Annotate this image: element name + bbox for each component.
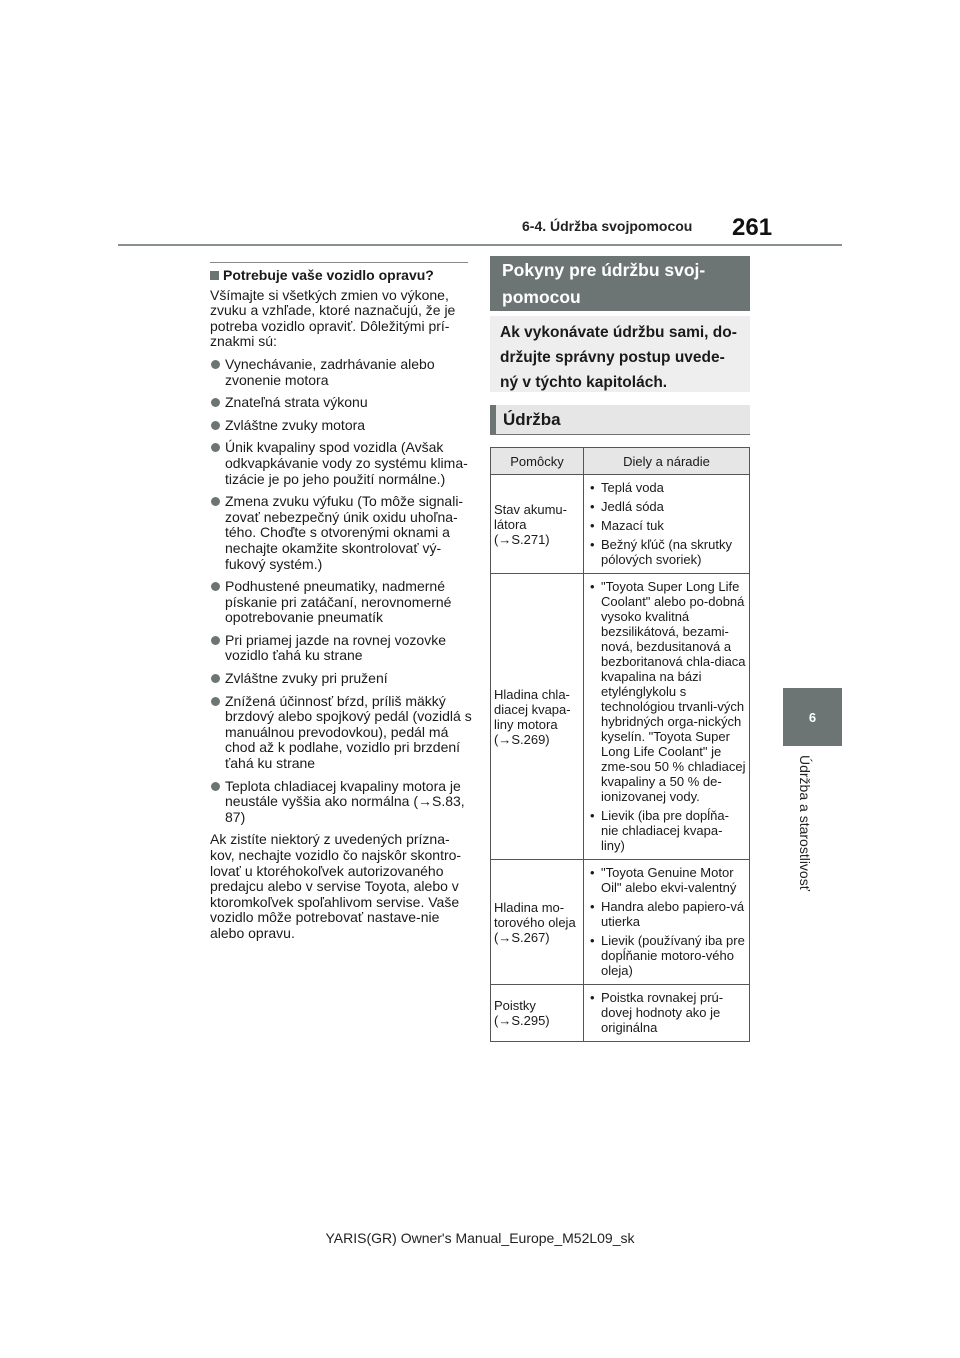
chapter-tab[interactable]: [783, 688, 842, 746]
round-bullet-icon: [211, 360, 220, 369]
cell-text: Poistky (→S.295): [494, 998, 550, 1028]
list-item-text: Zvláštne zvuky pri pružení: [225, 670, 388, 687]
maintenance-note: Ak vykonávate údržbu sami, do-držujte správny postup uvede-ný v týchto kapitolách.: [490, 316, 750, 392]
round-bullet-icon: [211, 443, 220, 452]
list-item: [210, 694, 472, 772]
round-bullet-icon: [211, 398, 220, 407]
chapter-number: 6: [808, 709, 817, 725]
list-item: [210, 357, 472, 388]
list-item: [210, 671, 472, 687]
list-item: • "Toyota Genuine Motor Oil" alebo ekvi-valentný: [586, 865, 746, 895]
column-header-parts: Diely a náradie: [584, 448, 750, 475]
list-item-text: Znateľná strata výkonu: [225, 394, 368, 411]
list-item-text: Teplota chladiacej kvapaliny motora je neustále vyššia ako normálna (→S.83, 87): [225, 777, 465, 825]
repair-question-text: Potrebuje vaše vozidlo opravu?: [223, 267, 434, 283]
list-item: [210, 494, 472, 572]
list-item: • Handra alebo papiero-vá utierka: [586, 899, 746, 929]
page-footer: YARIS(GR) Owner's Manual_Europe_M52L09_sk: [325, 1230, 635, 1246]
maintenance-heading: Pokyny pre údržbu svoj-pomocou: [490, 256, 750, 311]
round-bullet-icon: [211, 674, 220, 683]
round-bullet-icon: [211, 636, 220, 645]
table-cell-items: [584, 574, 750, 860]
page-number: 261: [732, 214, 773, 241]
round-bullet-icon: [211, 782, 220, 791]
repair-section: [210, 268, 472, 942]
table-cell-items: [584, 860, 750, 985]
list-item: [210, 779, 472, 826]
left-divider: [210, 262, 468, 263]
round-bullet-icon: [211, 582, 220, 591]
list-item: • "Toyota Super Long Life Coolant" alebo po-dobná vysoko kvalitná bezsilikátová, bezami-nová, bezdusitanová a bezboritanová chla-diaca kvapalina na bázi etylénglykolu s technológiou trvanli-vých hybridných orga-nických kyselín. "Toyota Super Long Life Coolant" je zme-sou 50 % chladiacej kvapaliny a 50 % de-ionizovanej vody.: [586, 579, 746, 804]
round-bullet-icon: [211, 697, 220, 706]
chapter-label: Údržba a starostlivosť: [797, 755, 813, 891]
square-bullet-icon: [210, 271, 219, 280]
cell-text: Stav akumu-látora (→S.271): [494, 501, 567, 547]
maintenance-table: [490, 447, 750, 1042]
maintenance-subheading: Údržba: [490, 405, 750, 435]
list-item: • Bežný kľúč (na skrutky pólových svoriek): [586, 537, 746, 567]
repair-closing: Ak zistíte niektorý z uvedených prízna-kov, nechajte vozidlo čo najskôr skontro-lovať u ktoréhokoľvek autorizovaného predajcu alebo v servise Toyota, alebo v ktoromkoľvek spoľahlivom servise. Vaše vozidlo môže potrebovať nastave-nie alebo opravu.: [210, 831, 462, 941]
list-item: • Lievik (používaný iba pre dopĺňanie motoro-vého oleja): [586, 933, 746, 978]
table-row: [491, 860, 750, 985]
table-cell-aid: [491, 574, 584, 860]
list-item: [210, 440, 472, 487]
repair-intro: Všímajte si všetkých zmien vo výkone, zvuku a vzhľade, ktoré naznačujú, že je potreba vozidlo opraviť. Dôležitými prí-znakmi sú:: [210, 286, 456, 350]
repair-question: [210, 268, 472, 284]
list-item: [210, 395, 472, 411]
list-item-text: Únik kvapaliny spod vozidla (Avšak odkvapkávanie vody zo systému klima-tizácie je po jeho použití normálne.): [225, 439, 468, 487]
column-header-aids: Pomôcky: [491, 448, 584, 475]
list-item-text: Vynechávanie, zadrhávanie alebo zvonenie motora: [225, 355, 435, 388]
list-item: • Teplá voda: [586, 480, 746, 495]
table-cell-aid: [491, 985, 584, 1042]
list-item: [210, 579, 472, 626]
symptom-list: [210, 357, 472, 825]
list-item: • Poistka rovnakej prú-dovej hodnoty ako je originálna: [586, 990, 746, 1035]
list-item-text: Pri priamej jazde na rovnej vozovke vozidlo ťahá ku strane: [225, 631, 446, 664]
list-item-text: Zmena zvuku výfuku (To môže signali-zovať nebezpečný únik oxidu uhoľna-tého. Choďte s otvorenými oknami a nechajte okamžite skontrolovať vý-fukový systém.): [225, 493, 464, 572]
section-title: 6-4. Údržba svojpomocou: [522, 218, 693, 234]
list-item: • Lievik (iba pre dopĺňa-nie chladiacej kvapa-liny): [586, 808, 746, 853]
header-divider: [118, 244, 842, 246]
table-cell-items: [584, 985, 750, 1042]
list-item-text: Znížená účinnosť bŕzd, príliš mäkký brzdový alebo spojkový pedál (vozidlá s manuálnou prevodovkou), pedál má chod až k podlahe, vozidlo pri brzdení ťahá ku strane: [225, 692, 472, 772]
list-item-text: Zvláštne zvuky motora: [225, 416, 366, 433]
cell-text: Hladina chla-diacej kvapa-liny motora (→S.269): [494, 686, 571, 747]
list-item: [210, 633, 472, 664]
table-row: [491, 985, 750, 1042]
list-item: [210, 418, 472, 434]
table-cell-aid: [491, 475, 584, 574]
cell-text: Hladina mo-torového oleja (→S.267): [494, 899, 576, 945]
round-bullet-icon: [211, 421, 220, 430]
list-item-text: Podhustené pneumatiky, nadmerné pískanie pri zatáčaní, nerovnomerné opotrebovanie pneumatík: [225, 578, 452, 626]
list-item: • Jedlá sóda: [586, 499, 746, 514]
table-cell-aid: [491, 860, 584, 985]
table-row: [491, 475, 750, 574]
table-row: [491, 574, 750, 860]
list-item: • Mazací tuk: [586, 518, 746, 533]
table-cell-items: [584, 475, 750, 574]
round-bullet-icon: [211, 497, 220, 506]
table-header-row: [491, 448, 750, 475]
